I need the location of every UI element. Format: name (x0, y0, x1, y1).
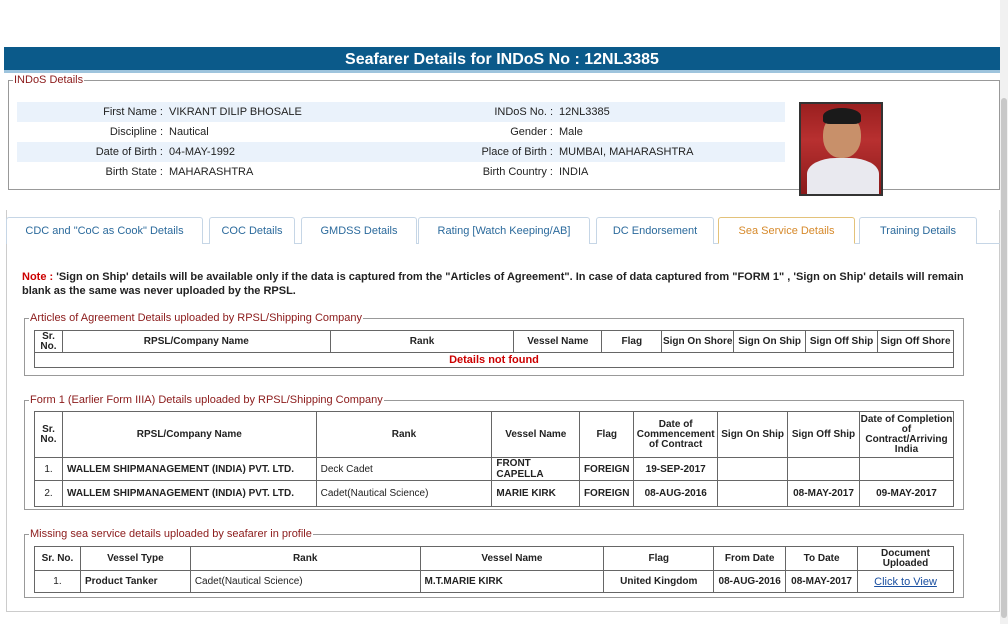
cell-company: WALLEM SHIPMANAGEMENT (INDIA) PVT. LTD. (62, 458, 316, 481)
cell-rank: Cadet(Nautical Science) (190, 571, 420, 593)
articles-table (34, 330, 954, 368)
cell-vessel-type: Product Tanker (80, 571, 190, 593)
col-rank: Rank (316, 412, 492, 458)
birth-country-label: Birth Country : (482, 166, 553, 178)
discipline-value: Nautical (169, 126, 209, 138)
col-sign-off-ship: Sign Off Ship (788, 412, 860, 458)
indos-no-value: 12NL3385 (559, 106, 610, 118)
indos-row (17, 162, 785, 182)
page-scrollbar[interactable] (1000, 0, 1008, 624)
tab-sea-service[interactable]: Sea Service Details (718, 217, 855, 244)
indos-details-section (8, 74, 1000, 190)
cell-sign-off (788, 458, 860, 481)
col-rank: Rank (190, 547, 420, 571)
cell-end: 09-MAY-2017 (859, 481, 953, 507)
cell-sr: 2. (35, 481, 63, 507)
form1-legend: Form 1 (Earlier Form IIIA) Details uploaded by RPSL/Shipping Company (30, 394, 383, 406)
cell-sign-on (718, 481, 788, 507)
col-from-date: From Date (714, 547, 786, 571)
cell-sign-off: 08-MAY-2017 (788, 481, 860, 507)
table-row (35, 571, 954, 593)
cell-flag: United Kingdom (604, 571, 714, 593)
cell-to: 08-MAY-2017 (786, 571, 858, 593)
sign-on-note (22, 270, 972, 298)
table-header-row (35, 412, 954, 458)
col-sign-off-shore: Sign Off Shore (878, 331, 954, 353)
tab-cdc-coc-cook[interactable]: CDC and "CoC as Cook" Details (6, 217, 203, 244)
col-flag: Flag (580, 412, 634, 458)
col-vessel-type: Vessel Type (80, 547, 190, 571)
col-flag: Flag (602, 331, 662, 353)
indos-no-label: INDoS No. : (494, 106, 553, 118)
photo-hair-shape (823, 108, 861, 124)
cell-flag: FOREIGN (580, 481, 634, 507)
form1-table (34, 411, 954, 507)
dob-label: Date of Birth : (95, 146, 163, 158)
tab-gmdss[interactable]: GMDSS Details (301, 217, 417, 244)
cell-vessel: MARIE KIRK (492, 481, 580, 507)
first-name-value: VIKRANT DILIP BHOSALE (169, 106, 302, 118)
indos-details-legend: INDoS Details (14, 74, 84, 86)
col-company: RPSL/Company Name (62, 412, 316, 458)
tab-coc[interactable]: COC Details (209, 217, 295, 244)
col-sign-on-ship: Sign On Ship (718, 412, 788, 458)
table-row (35, 481, 954, 507)
gender-label: Gender : (510, 126, 553, 138)
cell-rank: Deck Cadet (316, 458, 492, 481)
col-vessel: Vessel Name (514, 331, 602, 353)
missing-table (34, 546, 954, 593)
tab-dc-endorsement[interactable]: DC Endorsement (596, 217, 714, 244)
col-flag: Flag (604, 547, 714, 571)
col-sr-no: Sr. No. (35, 331, 63, 353)
table-row (35, 458, 954, 481)
cell-sr: 1. (35, 571, 81, 593)
page-title: Seafarer Details for INDoS No : 12NL3385 (4, 47, 1000, 73)
place-of-birth-label: Place of Birth : (481, 146, 553, 158)
cell-start: 08-AUG-2016 (634, 481, 718, 507)
birth-state-label: Birth State : (105, 166, 163, 178)
indos-details-grid (17, 102, 785, 182)
table-row (35, 353, 954, 368)
cell-company: WALLEM SHIPMANAGEMENT (INDIA) PVT. LTD. (62, 481, 316, 507)
place-of-birth-value: MUMBAI, MAHARASHTRA (559, 146, 694, 158)
cell-vessel: M.T.MARIE KIRK (420, 571, 604, 593)
cell-sr: 1. (35, 458, 63, 481)
first-name-label: First Name : (103, 106, 163, 118)
cell-vessel: FRONT CAPELLA (492, 458, 580, 481)
birth-country-value: INDIA (559, 166, 589, 178)
articles-legend: Articles of Agreement Details uploaded by RPSL/Shipping Company (30, 312, 363, 324)
col-sign-off-ship: Sign Off Ship (806, 331, 878, 353)
indos-row (17, 142, 785, 162)
discipline-label: Discipline : (109, 126, 163, 138)
tab-rating[interactable]: Rating [Watch Keeping/AB] (418, 217, 590, 244)
seafarer-photo (799, 102, 883, 196)
col-sr-no: Sr. No. (35, 412, 63, 458)
table-header-row (35, 547, 954, 571)
details-not-found: Details not found (35, 353, 954, 368)
col-document: Document Uploaded (858, 547, 954, 571)
missing-legend: Missing sea service details uploaded by seafarer in profile (30, 528, 312, 540)
dob-value: 04-MAY-1992 (169, 146, 236, 158)
col-completion: Date of Completion of Contract/Arriving India (859, 412, 953, 458)
tab-training[interactable]: Training Details (859, 217, 977, 244)
cell-from: 08-AUG-2016 (714, 571, 786, 593)
cell-end (859, 458, 953, 481)
table-header-row (35, 331, 954, 353)
col-vessel: Vessel Name (420, 547, 604, 571)
note-text: 'Sign on Ship' details will be available only if the data is captured from the "Articles of Agreement". In case of data captured from "FORM 1" , 'Sign on Ship' details will remain blank as the same was never uploaded by the RPSL. (22, 271, 964, 297)
cell-flag: FOREIGN (580, 458, 634, 481)
cell-sign-on (718, 458, 788, 481)
gender-value: Male (559, 126, 583, 138)
birth-state-value: MAHARASHTRA (169, 166, 254, 178)
indos-row (17, 122, 785, 142)
col-sign-on-shore: Sign On Shore (662, 331, 734, 353)
col-rank: Rank (330, 331, 514, 353)
click-to-view-link[interactable]: Click to View (874, 575, 937, 588)
col-to-date: To Date (786, 547, 858, 571)
cell-rank: Cadet(Nautical Science) (316, 481, 492, 507)
photo-body-shape (807, 158, 879, 196)
col-sign-on-ship: Sign On Ship (734, 331, 806, 353)
scrollbar-thumb[interactable] (1001, 98, 1007, 618)
col-sr-no: Sr. No. (35, 547, 81, 571)
col-company: RPSL/Company Name (62, 331, 330, 353)
col-commencement: Date of Commencement of Contract (634, 412, 718, 458)
col-vessel: Vessel Name (492, 412, 580, 458)
cell-doc (858, 571, 954, 593)
cell-start: 19-SEP-2017 (634, 458, 718, 481)
tab-bar (6, 217, 1000, 244)
note-prefix: Note : (22, 271, 54, 283)
indos-row (17, 102, 785, 122)
